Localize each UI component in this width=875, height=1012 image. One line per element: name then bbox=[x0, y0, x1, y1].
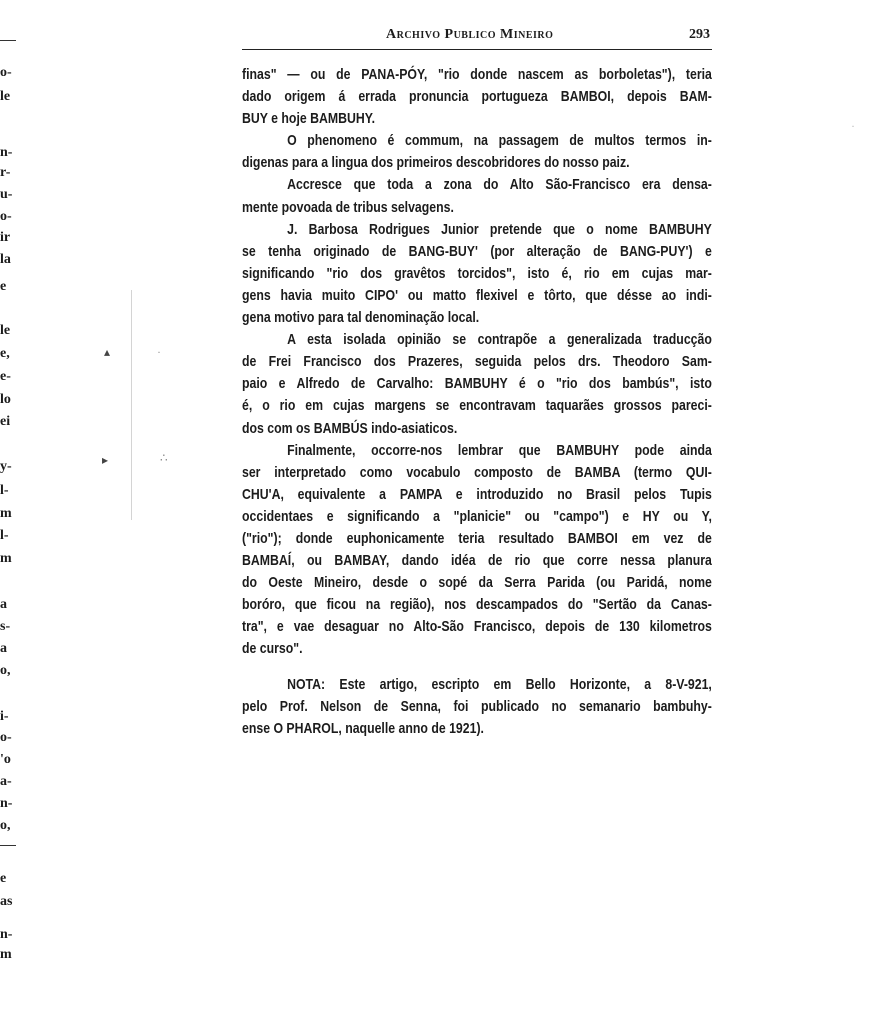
text-line: de Frei Francisco dos Prazeres, seguida pelos drs. Theodoro Sam- bbox=[242, 353, 712, 371]
edge-fragment: n- bbox=[0, 927, 13, 942]
page-number: 293 bbox=[689, 27, 710, 42]
edge-fragment: le bbox=[0, 89, 11, 104]
edge-fragment: e, bbox=[0, 346, 10, 361]
edge-fragment: e bbox=[0, 279, 7, 294]
text-line: pelo Prof. Nelson de Senna, foi publicado no semanario bambuhy- bbox=[242, 697, 712, 715]
paragraph bbox=[242, 674, 712, 740]
edge-fragment: as bbox=[0, 894, 13, 909]
edge-fragment: a bbox=[0, 641, 7, 656]
ink-speck: · bbox=[851, 119, 855, 133]
text-line: A esta isolada opinião se contrapõe a generalizada traducção bbox=[287, 331, 712, 349]
text-line: ser interpretado como vocabulo composto de BAMBA (termo QUI- bbox=[242, 463, 712, 481]
ink-speck: ∴ bbox=[160, 451, 168, 465]
edge-fragment: la bbox=[0, 252, 11, 267]
paragraph bbox=[242, 329, 712, 439]
edge-fragment: o- bbox=[0, 730, 12, 745]
edge-fragment: m bbox=[0, 506, 12, 521]
edge-fragment: r- bbox=[0, 165, 11, 180]
text-line: mente povoada de tribus selvagens. bbox=[242, 198, 454, 216]
edge-fragment: o- bbox=[0, 65, 12, 80]
article-body bbox=[242, 64, 712, 740]
paragraph bbox=[242, 174, 712, 218]
paragraph bbox=[242, 130, 712, 174]
text-line: de curso". bbox=[242, 640, 303, 658]
text-line: se tenha originado de BANG-BUY' (por alteração de BANG-PUY') e bbox=[242, 242, 712, 260]
text-line: é, o rio em cujas margens se encontravam taquarães grossos pareci- bbox=[242, 397, 712, 415]
text-line: O phenomeno é commum, na passagem de multos termos in- bbox=[287, 132, 712, 150]
edge-fragment: y- bbox=[0, 459, 12, 474]
edge-fragment: a- bbox=[0, 774, 12, 789]
text-line: digenas para a lingua dos primeiros descobridores do nosso paiz. bbox=[242, 154, 630, 172]
page-header bbox=[242, 25, 712, 50]
edge-fragment: lo bbox=[0, 392, 11, 407]
edge-rule bbox=[0, 40, 16, 41]
edge-fragment: ei bbox=[0, 414, 11, 429]
edge-fragment: n- bbox=[0, 796, 13, 811]
text-line: dado origem á errada pronuncia portugueza BAMBOI, depois BAM- bbox=[242, 88, 712, 106]
text-line: NOTA: Este artigo, escripto em Bello Horizonte, a 8-V-921, bbox=[287, 675, 712, 693]
text-line: finas" — ou de PANA-PÓY, "rio donde nascem as borboletas"), teria bbox=[242, 66, 712, 83]
edge-fragment: l- bbox=[0, 528, 9, 543]
paragraph bbox=[242, 440, 712, 661]
edge-fragment: a bbox=[0, 597, 7, 612]
text-line: BAMBAÍ, ou BAMBAY, dando idéa de rio que corre nessa planura bbox=[242, 552, 712, 570]
edge-fragment: ir bbox=[0, 230, 11, 245]
text-line: do Oeste Mineiro, desde o sopé da Serra Parida (ou Paridá, nome bbox=[242, 574, 712, 592]
text-line: significando "rio dos gravêtos torcidos", isto é, rio em cujas mar- bbox=[242, 264, 712, 282]
edge-fragment: o, bbox=[0, 818, 11, 833]
text-line: gens havia muito CIPO' ou matto flexivel e tôrto, que désse ao indi- bbox=[242, 286, 712, 304]
running-head: Archivo Publico Mineiro bbox=[386, 27, 554, 42]
text-line: J. Barbosa Rodrigues Junior pretende que o nome BAMBUHY bbox=[287, 220, 712, 238]
edge-fragment: u- bbox=[0, 187, 13, 202]
text-line: ("rio"); donde euphonicamente teria resultado BAMBOI em vez de bbox=[242, 529, 712, 547]
text-line: Finalmente, occorre-nos lembrar que BAMBUHY pode ainda bbox=[287, 441, 712, 459]
edge-fragment: le bbox=[0, 323, 11, 338]
text-line: dos com os BAMBÚS indo-asiaticos. bbox=[242, 419, 458, 437]
gutter-line bbox=[131, 290, 132, 520]
text-line: gena motivo para tal denominação local. bbox=[242, 309, 480, 327]
text-line: occidentaes e significando a "planicie" ou "campo") e HY ou Y, bbox=[242, 507, 712, 525]
edge-fragment: i- bbox=[0, 709, 9, 724]
text-line: BUY e hoje BAMBUHY. bbox=[242, 110, 376, 128]
edge-fragment: m bbox=[0, 551, 12, 566]
facing-page-edge bbox=[0, 0, 28, 1012]
edge-fragment: e bbox=[0, 871, 7, 886]
edge-fragment: l- bbox=[0, 483, 9, 498]
ink-speck: · bbox=[157, 345, 161, 359]
edge-fragment: m bbox=[0, 947, 12, 962]
text-line: CHU'A, equivalente a PAMPA e introduzido no Brasil pelos Tupis bbox=[242, 485, 712, 503]
edge-fragment: e- bbox=[0, 369, 11, 384]
edge-fragment: o, bbox=[0, 663, 11, 678]
edge-rule bbox=[0, 845, 16, 846]
paragraph bbox=[242, 219, 712, 329]
text-line: paio e Alfredo de Carvalho: BAMBUHY é o "rio dos bambús", isto bbox=[242, 375, 712, 393]
text-line: tra", e vae desaguar no Alto-São Francisco, depois de 130 kilometros bbox=[242, 618, 712, 636]
text-line: boróro, que ficou na região), nos descampados do "Sertão da Canas- bbox=[242, 596, 712, 614]
ink-speck: ▴ bbox=[104, 345, 111, 359]
edge-fragment: s- bbox=[0, 619, 11, 634]
ink-speck: ▸ bbox=[102, 453, 109, 467]
edge-fragment: o- bbox=[0, 209, 12, 224]
text-line: ense O PHAROL, naquelle anno de 1921). bbox=[242, 719, 484, 737]
edge-fragment: 'o bbox=[0, 752, 11, 767]
text-line: Accresce que toda a zona do Alto São-Francisco era densa- bbox=[287, 176, 712, 194]
paragraph bbox=[242, 64, 712, 130]
edge-fragment: n- bbox=[0, 145, 13, 160]
